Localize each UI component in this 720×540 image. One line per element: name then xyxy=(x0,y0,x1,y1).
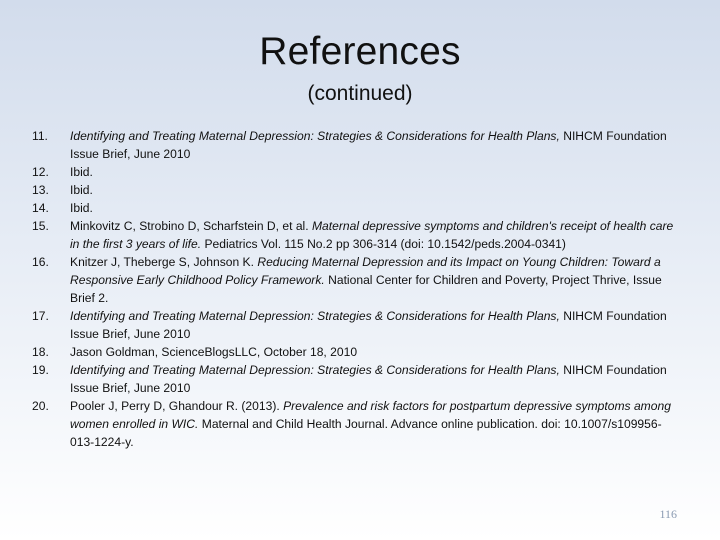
reference-text-segment: Ibid. xyxy=(70,165,93,179)
slide-subtitle: (continued) xyxy=(307,82,413,105)
reference-text-segment: Knitzer J, Theberge S, Johnson K. xyxy=(70,255,258,269)
reference-number: 17. xyxy=(32,309,49,323)
reference-title-italic: Prevalence and risk factors for postpartum depressive symptoms among women enrolled in WIC. xyxy=(70,399,671,431)
reference-number: 13. xyxy=(32,183,49,197)
slide-title: References xyxy=(259,30,461,73)
reference-item xyxy=(32,127,684,163)
reference-item xyxy=(32,199,684,217)
reference-text xyxy=(70,253,684,307)
reference-number: 12. xyxy=(32,165,49,179)
reference-item xyxy=(32,163,684,181)
reference-number: 11. xyxy=(32,129,48,143)
reference-number: 16. xyxy=(32,255,49,269)
reference-title-italic: Identifying and Treating Maternal Depression: Strategies & Considerations for Health Plans, xyxy=(70,363,560,377)
reference-text xyxy=(70,361,684,397)
reference-number: 14. xyxy=(32,201,49,215)
reference-item xyxy=(32,361,684,397)
reference-item xyxy=(32,217,684,253)
reference-text-segment: Ibid. xyxy=(70,201,93,215)
reference-title-italic: Reducing Maternal Depression and its Impact on Young Children: Toward a Responsive Early Childhood Policy Framework. xyxy=(70,255,661,287)
reference-title-italic: Identifying and Treating Maternal Depression: Strategies & Considerations for Health Plans, xyxy=(70,309,560,323)
reference-text-segment: Ibid. xyxy=(70,183,93,197)
reference-list xyxy=(32,127,684,451)
reference-text xyxy=(70,199,684,217)
reference-number: 15. xyxy=(32,219,49,233)
reference-item xyxy=(32,343,684,361)
reference-text-segment: NIHCM Foundation Issue Brief, June 2010 xyxy=(70,309,667,341)
reference-number: 18. xyxy=(32,345,49,359)
reference-title-italic: Identifying and Treating Maternal Depression: Strategies & Considerations for Health Plans, xyxy=(70,129,560,143)
reference-text xyxy=(70,307,684,343)
reference-text xyxy=(70,397,684,451)
reference-item xyxy=(32,397,684,451)
reference-title-italic: Maternal depressive symptoms and children's receipt of health care in the first 3 years of life. xyxy=(70,219,674,251)
reference-number: 19. xyxy=(32,363,49,377)
reference-text-segment: Pediatrics Vol. 115 No.2 pp 306-314 (doi: 10.1542/peds.2004-0341) xyxy=(201,237,566,251)
page-number: 116 xyxy=(659,507,677,521)
reference-text-segment: Minkovitz C, Strobino D, Scharfstein D, et al. xyxy=(70,219,312,233)
reference-text xyxy=(70,343,684,361)
reference-item xyxy=(32,307,684,343)
reference-text xyxy=(70,163,684,181)
reference-text-segment: NIHCM Foundation Issue Brief, June 2010 xyxy=(70,363,667,395)
reference-text xyxy=(70,181,684,199)
reference-text xyxy=(70,217,684,253)
reference-number: 20. xyxy=(32,399,49,413)
reference-item xyxy=(32,181,684,199)
reference-text-segment: National Center for Children and Poverty, Project Thrive, Issue Brief 2. xyxy=(70,273,662,305)
reference-text-segment: Maternal and Child Health Journal. Advance online publication. doi: 10.1007/s109956-013-1224-y. xyxy=(70,417,662,449)
reference-text xyxy=(70,127,684,163)
reference-text-segment: NIHCM Foundation Issue Brief, June 2010 xyxy=(70,129,667,161)
reference-text-segment: Jason Goldman, ScienceBlogsLLC, October 18, 2010 xyxy=(70,345,358,359)
reference-text-segment: Pooler J, Perry D, Ghandour R. (2013). xyxy=(70,399,284,413)
reference-item xyxy=(32,253,684,307)
